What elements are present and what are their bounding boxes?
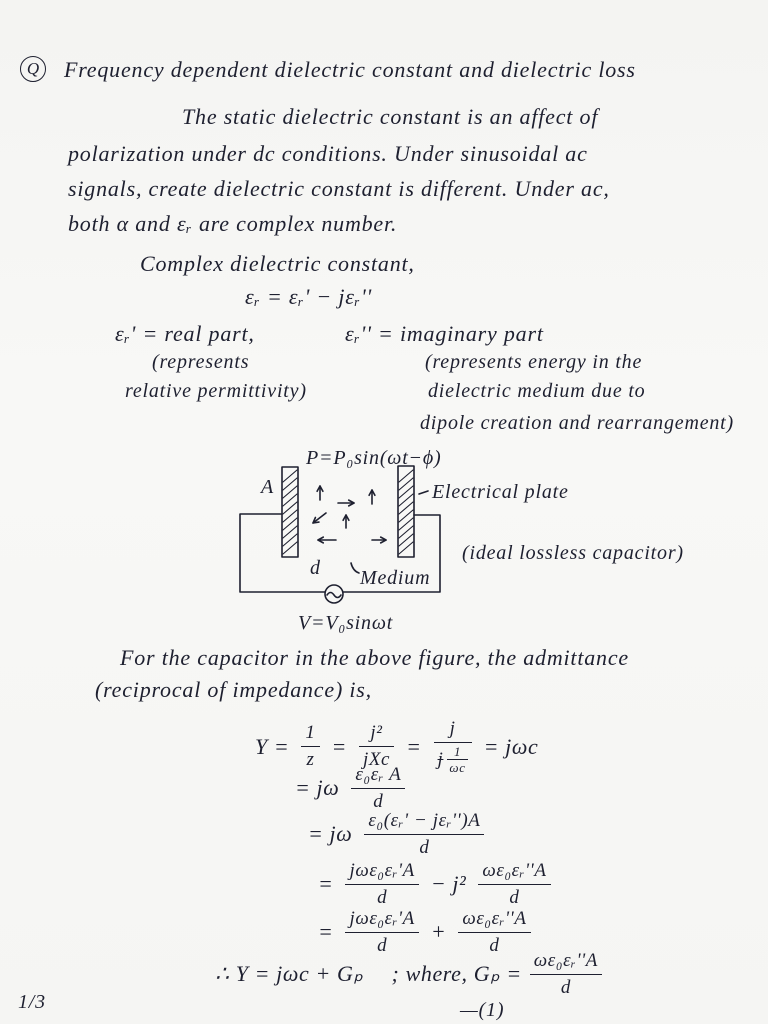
where-label: ; where, Gₚ = — [391, 961, 522, 987]
body-line: signals, create dielectric constant is different. Under ac, — [68, 176, 610, 201]
plate-hatch-line — [399, 526, 413, 538]
equals-sign: = — [331, 733, 347, 759]
real-part-note: (represents — [152, 351, 250, 373]
plate-hatch-line — [283, 486, 297, 498]
dipole-arrowhead — [343, 515, 349, 520]
struck-term: j — [437, 749, 444, 771]
denominator: d — [351, 788, 405, 813]
right-plate — [398, 466, 414, 557]
plate-hatch-line — [283, 518, 297, 530]
denominator: d — [530, 974, 602, 999]
plate-hatch-line — [399, 502, 413, 514]
plate-hatch-line — [283, 478, 297, 490]
medium-leader-line — [351, 563, 359, 573]
dipole-arrowhead — [318, 537, 323, 543]
real-part-label: εᵣ' = real part, — [115, 321, 255, 346]
numerator: jωε₀εᵣ'A — [349, 908, 415, 929]
dipole-arrowhead — [369, 490, 375, 495]
plate-hatch-line — [283, 494, 297, 506]
numerator: 1 — [453, 743, 462, 759]
plate-hatch-line — [399, 518, 413, 530]
denominator — [434, 742, 472, 775]
equation-prefix: = jω — [308, 821, 353, 847]
real-part-note: relative permittivity) — [125, 380, 307, 402]
fraction — [478, 860, 550, 909]
imaginary-part-label: εᵣ'' = imaginary part — [345, 321, 544, 346]
numerator: ε₀(εᵣ' − jεᵣ'')A — [368, 810, 481, 831]
admittance-intro: For the capacitor in the above figure, the admittance — [120, 645, 629, 670]
source-voltage-label: V=V₀sinωt — [298, 612, 394, 634]
numerator: ωε₀εᵣ''A — [462, 908, 527, 929]
equation-number: —(1) — [460, 999, 505, 1021]
denominator: jXc — [359, 746, 394, 771]
plate-hatch-line — [283, 526, 297, 538]
equation-prefix: = — [318, 871, 334, 897]
dipole-arrow — [313, 513, 326, 523]
sine-wave-icon — [327, 593, 341, 598]
plate-hatch-line — [283, 542, 297, 554]
plate-hatch-line — [399, 534, 413, 546]
equation-row-4 — [318, 860, 551, 909]
dipole-arrowhead — [381, 537, 386, 543]
plate-area-label: A — [261, 476, 275, 498]
equation-row-3 — [308, 810, 484, 859]
plate-leader-line — [419, 491, 428, 494]
plate-hatch-line — [283, 470, 297, 482]
denominator: ωc — [449, 760, 466, 776]
admittance-intro: (reciprocal of impedance) is, — [95, 677, 372, 702]
imaginary-part-note: dielectric medium due to — [428, 380, 646, 402]
plate-hatch-line — [283, 534, 297, 546]
complex-constant-equation: εᵣ = εᵣ' − jεᵣ'' — [245, 284, 372, 309]
medium-label: Medium — [360, 567, 431, 589]
denominator: d — [478, 884, 550, 909]
numerator: j — [449, 718, 456, 739]
imaginary-part-note: dipole creation and rearrangement) — [420, 412, 734, 434]
nested-fraction — [447, 745, 467, 775]
equation-row-2 — [295, 764, 405, 813]
plate-hatch-line — [283, 510, 297, 522]
dipole-arrowhead — [349, 500, 354, 506]
equation-prefix: = — [318, 919, 334, 945]
numerator: 1 — [305, 722, 316, 744]
dipole-arrowhead — [317, 486, 323, 491]
denominator: d — [364, 834, 484, 859]
numerator: jωε₀εᵣ'A — [349, 860, 415, 881]
equals-sign: = — [406, 733, 422, 759]
fraction — [364, 810, 484, 859]
plate-hatch-line — [399, 510, 413, 522]
body-line: polarization under dc conditions. Under sinusoidal ac — [68, 141, 588, 166]
plate-hatch-line — [399, 494, 413, 506]
wire-left — [240, 514, 325, 592]
body-line: both α and εᵣ are complex number. — [68, 211, 398, 236]
denominator: d — [345, 932, 418, 957]
plate-hatch-line — [283, 502, 297, 514]
numerator: ε₀εᵣ A — [355, 764, 402, 785]
plate-hatch-line — [399, 542, 413, 554]
denominator: z — [301, 746, 319, 771]
fraction — [434, 718, 472, 775]
denominator: d — [458, 932, 530, 957]
fraction — [351, 764, 405, 813]
plate-separation-label: d — [310, 557, 321, 579]
equation-lhs: Y = — [255, 733, 290, 759]
page-heading: Frequency dependent dielectric constant and dielectric loss — [64, 57, 636, 82]
equation-lhs: ∴ Y = jωc + Gₚ — [215, 961, 364, 987]
numerator: j² — [370, 722, 383, 744]
question-marker: Q — [20, 56, 46, 82]
fraction — [530, 950, 602, 999]
numerator: ωε₀εᵣ''A — [533, 950, 598, 971]
equation-result: = jωc — [483, 733, 539, 759]
capacitor-note: (ideal lossless capacitor) — [462, 542, 684, 564]
plate-hatch-line — [399, 470, 413, 482]
operator: + — [430, 919, 447, 945]
ac-source-icon — [325, 585, 343, 603]
fraction — [345, 860, 418, 909]
plate-caption: Electrical plate — [432, 481, 569, 503]
equation-prefix: = jω — [295, 775, 340, 801]
denominator: d — [345, 884, 418, 909]
imaginary-part-note: (represents energy in the — [425, 351, 643, 373]
where-clause — [392, 950, 602, 999]
equation-row-6 — [215, 950, 602, 999]
left-plate — [282, 467, 298, 557]
plate-hatch-line — [399, 486, 413, 498]
plate-hatch-line — [399, 478, 413, 490]
numerator: ωε₀εᵣ''A — [482, 860, 547, 881]
polarization-label: P=P₀sin(ωt−ϕ) — [306, 447, 442, 469]
page-number: 1/3 — [18, 991, 46, 1013]
operator: − j² — [430, 871, 467, 897]
complex-constant-label: Complex dielectric constant, — [140, 251, 415, 276]
body-line: The static dielectric constant is an affect of — [182, 104, 599, 129]
dipole-arrowhead — [313, 518, 319, 523]
